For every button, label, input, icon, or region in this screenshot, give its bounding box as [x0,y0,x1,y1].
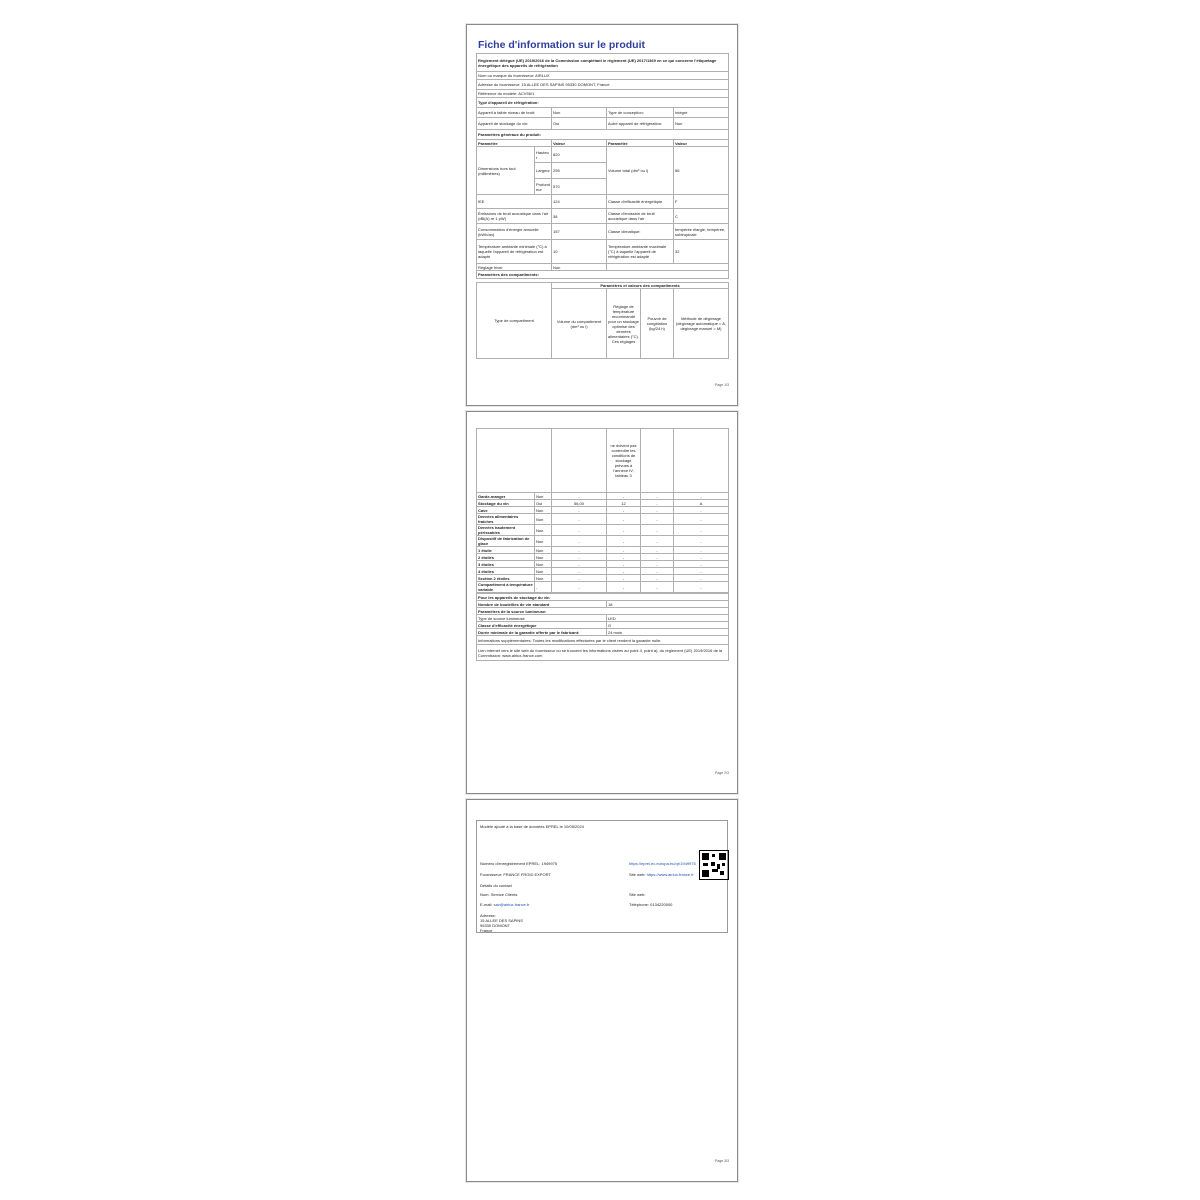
compartment-defrost: - [674,582,729,593]
compartment-volume: - [552,547,607,554]
compartment-name: Cave [477,507,535,514]
width-label: Largeur [535,163,552,179]
compartment-defrost: - [674,493,729,500]
compartment-temp: - [607,493,641,500]
wine-storage-label: Appareil de stockage du vin: [477,118,552,130]
compartment-temp: - [607,514,641,525]
website-label: Site web: [629,872,646,877]
compartment-name: Dispositif de fabrication de glace [477,536,535,547]
design-type-value: Intégré [674,108,729,118]
email-label: E-mail: [480,902,493,907]
compartment-header-table [476,282,729,359]
compartment-name: 2 étoiles [477,554,535,561]
eei-label: IEE [477,195,552,209]
depth-label: Profondeur [535,179,552,195]
annual-energy-label: Consommation d'énergie annuelle (kWh/an) [477,224,552,240]
compartment-row [477,525,729,536]
compartment-present: Non [535,554,552,561]
page-2-content [476,428,728,661]
compartment-volume: - [552,525,607,536]
compartment-volume: - [552,561,607,568]
compartment-row [477,582,729,593]
compartment-temp: - [607,575,641,582]
phone-value: 0134220000 [650,902,673,907]
annual-energy-value: 157 [552,224,607,240]
document-page-1 [466,24,738,406]
compartment-name: 1 étoile [477,547,535,554]
compartment-present: Non [535,561,552,568]
compartment-present: Non [535,507,552,514]
compartment-temp: - [607,525,641,536]
compartment-name: Garde-manger [477,493,535,500]
supplier-row [480,872,551,877]
supplier-label: Fournisseur: [480,872,503,877]
compartment-defrost: - [674,554,729,561]
compartment-volume: - [552,507,607,514]
compartment-name: 4 étoiles [477,568,535,575]
compartment-defrost: - [674,507,729,514]
contact-name-label: Nom: [480,892,490,897]
eei-value: 124 [552,195,607,209]
address-line-3: France [480,928,493,933]
compartment-temp: - [607,554,641,561]
compartment-row [477,547,729,554]
height-value: 820 [552,147,607,163]
contact-name-row [480,892,517,897]
bottles-value: 18 [607,601,729,608]
compartment-volume: - [552,536,607,547]
winter-setting-label: Réglage hiver [477,264,552,271]
light-class-label: Classe d'efficacité énergétique [477,622,607,629]
low-noise-value: Non [552,108,607,118]
compartment-row [477,493,729,500]
compartment-volume: - [552,575,607,582]
height-label: Hauteur [535,147,552,163]
max-temp-label: Température ambiante maximale (°C) à laquelle l'appareil de réfrigération est adapté [607,240,674,264]
compartment-freezing: - [641,554,674,561]
low-noise-label: Appareil à faible niveau de bruit: [477,108,552,118]
total-volume-value: 56 [674,147,729,195]
eprel-qr-link[interactable]: https://eprel.ec.europa.eu/qr/1949975 [629,861,696,866]
compartment-defrost: - [674,547,729,554]
page-number-3: Page 3/3 [714,1159,729,1163]
design-type-label: Type de conception: [607,108,674,118]
compartment-group-header: Paramètres et valeurs des compartiments [552,283,729,289]
freezing-capacity-header: Pouvoir de congélation (kg/24 h) [641,289,674,359]
compartment-present: Non [535,525,552,536]
compartment-params-header: Paramètres des compartiments: [477,271,729,279]
address-row: Adresse du fournisseur: 15 ALLEE DES SAPINS 95330 DOMONT, France [477,80,729,90]
contact-header: Détails du contact [480,883,512,888]
energy-class-label: Classe d'efficacité énergétique [607,195,674,209]
compartment-volume: - [552,582,607,593]
bottles-label: Nombre de bouteilles de vin standard [477,601,607,608]
col-parameter-2: Paramètre [607,140,674,147]
compartment-freezing: - [641,547,674,554]
compartment-name: Denrées hautement périssables [477,525,535,536]
compartment-freezing: - [641,493,674,500]
address-label: Adresse: [480,913,496,918]
supplier-link-info: Lien internet vers le site web du fournisseur où se trouvent les informations visées au point 4, point a), du règlement (UE) 2019/2016 de la Commission: www.airlux-france.com [477,645,729,661]
extra-info: Informations supplémentaires: Toutes les modifications effectuées par le client rendent la garantie nulle. [477,636,729,645]
compartment-temp: - [607,568,641,575]
regulation-subtitle: Règlement délégué (UE) 2019/2016 de la Commission complétant le règlement (UE) 2017/1369 en ce qui concerne l'étiquetage énergétique des appareils de réfrigération [477,54,729,72]
compartment-freezing: - [641,575,674,582]
compartment-row [477,554,729,561]
page-number-2: Page 2/3 [714,771,729,775]
supplier-value: FRANCE FROID EXPORT [503,872,551,877]
compartment-freezing: - [641,582,674,593]
wine-storage-value: Oui [552,118,607,130]
light-type-value: LED [607,615,729,622]
compartment-volume: - [552,514,607,525]
compartment-defrost: - [674,514,729,525]
compartment-freezing: - [641,568,674,575]
col-parameter-1: Paramètre [477,140,552,147]
website-row [629,872,694,877]
other-appliance-value: Non [674,118,729,130]
warranty-value: 24 mois [607,629,729,636]
address-line-2: 95330 DOMONT [480,923,511,928]
compartment-present: - [535,582,552,593]
width-value: 295 [552,163,607,179]
compartment-volume-header: Volume du compartiment (dm³ ou l) [552,289,607,359]
dimensions-label: Dimensions hors tout (millimètres) [477,147,535,195]
compartment-present: Non [535,575,552,582]
compartment-row [477,500,729,507]
compartment-volume: - [552,568,607,575]
email-link[interactable]: sav@airlux-france.fr [493,902,530,907]
total-volume-label: Volume total (dm³ ou l) [607,147,674,195]
supplier-row: Nom ou marque du fournisseur: AIRLUX [477,72,729,80]
compartment-row [477,507,729,514]
compartment-volume: - [552,554,607,561]
site-label-row: Site web: [629,892,646,897]
page-1-content [476,37,728,359]
compartment-defrost: A [674,500,729,507]
compartment-present: Non [535,547,552,554]
compartment-temp: - [607,582,641,593]
col-value-2: Valeur [674,140,729,147]
compartment-name: Compartiment à température variable [478,582,533,592]
page-3-content [476,820,728,933]
compartment-type-header: Type de compartiment [477,283,552,359]
compartment-table [476,428,729,593]
compartment-temp: - [607,547,641,554]
compartment-temp: - [607,561,641,568]
min-temp-label: Température ambiante minimale (°C) à laquelle l'appareil de réfrigération est adapté [477,240,552,264]
compartment-row [477,561,729,568]
recommended-temp-header: Réglage de température recommandé pour un stockage optimisé des denrées alimentaires (°C). Ces réglages [607,289,641,359]
product-info-table [476,53,729,279]
compartment-freezing: - [641,507,674,514]
compartment-defrost: - [674,525,729,536]
document-page-2 [466,411,738,794]
compartment-defrost: - [674,561,729,568]
other-appliance-label: Autre appareil de réfrigération: [607,118,674,130]
compartment-freezing: - [641,536,674,547]
max-temp-value: 32 [674,240,729,264]
noise-emission-label: Émissions de bruit acoustique dans l'air (dB(A) re 1 pW) [477,209,552,224]
winter-setting-value: Non [552,264,607,271]
depth-value: 570 [552,179,607,195]
compartment-present: Non [535,536,552,547]
compartment-freezing: - [641,514,674,525]
general-params-header: Paramètres généraux du produit: [477,130,729,140]
compartment-present: Non [535,514,552,525]
noise-class-value: C [674,209,729,224]
compartment-present: Oui [535,500,552,507]
compartment-defrost: - [674,568,729,575]
compartment-name: Denrées alimentaires fraîches [477,514,535,525]
wine-light-table [476,593,729,661]
light-source-header: Paramètres de la source lumineuse: [477,608,729,615]
phone-row [629,902,672,907]
compartment-volume: - [552,493,607,500]
climate-class-label: Classe climatique: [607,224,674,240]
light-type-label: Type de source lumineuse [477,615,607,622]
compartment-freezing: - [641,561,674,568]
light-class-value: G [607,622,729,629]
compartment-volume: 56,00 [552,500,607,507]
website-link[interactable]: https://www.airlux-france.fr [646,872,694,877]
compartment-temp: 12 [607,500,641,507]
noise-emission-value: 38 [552,209,607,224]
eprel-reg-row [480,861,557,866]
compartment-row [477,568,729,575]
eprel-reg-value: 1949975 [541,861,558,866]
document-title: Fiche d'information sur le produit [478,39,646,51]
model-row: Référence du modèle: ACV56/1 [477,90,729,98]
compartment-freezing: - [641,500,674,507]
address-line-1: 15 ALLEE DES SAPINS [480,918,523,923]
contact-name-value: Service Clients [490,892,518,897]
email-row [480,902,529,907]
compartment-rows [477,493,729,593]
compartment-row [477,575,729,582]
wine-params-header: Pour les appareils de stockage du vin [477,594,729,601]
warranty-label: Durée minimale de la garantie offerte par le fabricant: [477,629,607,636]
qr-code [699,850,729,880]
header-continuation: ne doivent pas contredire les conditions de stockage prévues à l'annexe IV, tableau 3 [607,429,641,493]
energy-class-value: F [674,195,729,209]
appliance-type-header: Type d'appareil de réfrigération: [477,98,729,108]
compartment-temp: - [607,507,641,514]
climate-class-value: tempérée élargie, tempérée, subtropicale [674,224,729,240]
compartment-present: Non [535,568,552,575]
phone-label: Téléphone: [629,902,650,907]
compartment-present: Non [535,493,552,500]
compartment-name: Section 2 étoiles [477,575,535,582]
defrost-type-header: Méthode de dégivrage (dégivrage automatique = A, dégivrage manuel = M) [674,289,729,359]
compartment-row [477,514,729,525]
eprel-reg-label: Numéro d'enregistrement EPREL: [480,861,541,866]
page-number-1: Page 1/3 [714,383,729,387]
min-temp-value: 10 [552,240,607,264]
document-page-3 [466,799,738,1182]
compartment-name: 3 étoiles [477,561,535,568]
compartment-defrost: - [674,575,729,582]
col-value-1: Valeur [552,140,607,147]
compartment-name: Stockage du vin [477,500,535,507]
compartment-temp: - [607,536,641,547]
compartment-row [477,536,729,547]
eprel-header: Modèle ajouté à la base de données EPREL le 10/05/2024 [480,824,584,829]
compartment-freezing: - [641,525,674,536]
compartment-defrost: - [674,536,729,547]
noise-class-label: Classe d'émission de bruit acoustique dans l'air [607,209,674,224]
